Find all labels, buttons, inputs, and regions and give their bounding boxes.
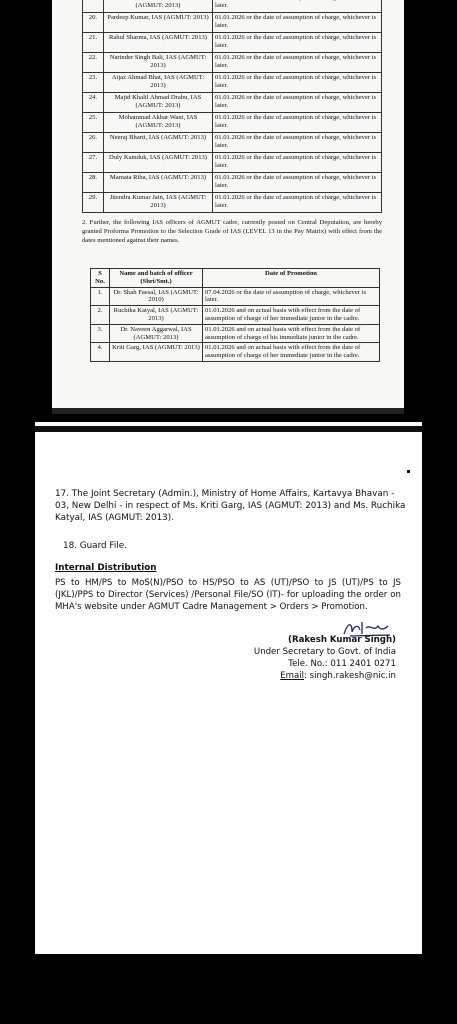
paragraph-2: 2. Further, the following IAS officers of AGMUT cadre, currently posted on Central Deputation, are hereby granted Proforma Promotion to the Selection Grade of IAS (LEVEL 13 in the Pay Matrix) with effect from the dates mentioned against their names. <box>82 219 382 244</box>
officer-row <box>83 93 382 113</box>
officer-row <box>83 113 382 133</box>
header-sno: S No. <box>91 269 110 288</box>
paragraph-18: 18. Guard File. <box>63 541 127 551</box>
scan-border <box>35 426 422 432</box>
promotion-date: 01.01.2026 and on actual basis with effect from the date of assumption of charge of her immediate junior in the cadre. <box>203 306 380 325</box>
officer-sno: 24. <box>83 93 104 113</box>
promotion-date: 07.04.2026 or the date of assumption of charge, whichever is later. <box>203 287 380 306</box>
promotion-table-header <box>91 269 380 288</box>
officer-date: 01.01.2026 or the date of assumption of charge, whichever is later. <box>213 33 382 53</box>
officer-row <box>83 173 382 193</box>
officer-date: 01.01.2026 or the date of assumption of charge, whichever is later. <box>213 53 382 73</box>
promotion-row <box>91 306 380 325</box>
officer-name: Mohammad Akbar Wani, IAS (AGMUT: 2013) <box>104 113 213 133</box>
officer-name: Duly Kamduk, IAS (AGMUT: 2013) <box>104 153 213 173</box>
officer-date: 01.01.2026 or the date of assumption of charge, whichever is later. <box>213 93 382 113</box>
signatory-name: (Rakesh Kumar Singh) <box>288 635 396 645</box>
officer-row <box>83 193 382 213</box>
promotion-sno: 1. <box>91 287 110 306</box>
officer-date: later. <box>213 0 382 13</box>
officer-table <box>82 0 382 213</box>
promotion-sno: 3. <box>91 324 110 343</box>
officer-row <box>83 73 382 93</box>
email-address: : singh.rakesh@nic.in <box>304 671 396 681</box>
officer-sno: 21. <box>83 33 104 53</box>
internal-distribution-heading: Internal Distribution <box>55 563 157 573</box>
officer-date: 01.01.2026 or the date of assumption of charge, whichever is later. <box>213 193 382 213</box>
promotion-name: Dr. Naveen Aggarwal, IAS (AGMUT: 2013) <box>110 324 203 343</box>
officer-row <box>83 153 382 173</box>
officer-name: Majid Khalil Ahmad Drabu, IAS (AGMUT: 2013) <box>104 93 213 113</box>
officer-sno <box>83 0 104 13</box>
promotion-name: Ruchika Katyal, IAS (AGMUT: 2013) <box>110 306 203 325</box>
officer-date: 01.01.2026 or the date of assumption of charge, whichever is later. <box>213 113 382 133</box>
header-name: Name and batch of officer (Shri/Smt.) <box>110 269 203 288</box>
page-edge <box>52 408 404 414</box>
officer-row <box>83 0 382 13</box>
officer-name: Narinder Singh Bali, IAS (AGMUT: 2013) <box>104 53 213 73</box>
officer-row <box>83 133 382 153</box>
officer-row <box>83 13 382 33</box>
officer-date: 01.01.2026 or the date of assumption of charge, whichever is later. <box>213 153 382 173</box>
promotion-sno: 2. <box>91 306 110 325</box>
officer-sno: 29. <box>83 193 104 213</box>
officer-sno: 25. <box>83 113 104 133</box>
document-page-1 <box>52 0 404 408</box>
promotion-date: 01.01.2026 and on actual basis with effect from the date of assumption of charge of her immediate junior in the cadre. <box>203 343 380 362</box>
officer-name: Jitendra Kumar Jain, IAS (AGMUT: 2013) <box>104 193 213 213</box>
scan-dot <box>407 470 410 473</box>
signatory-designation: Under Secretary to Govt. of India <box>253 647 396 657</box>
promotion-table <box>90 268 380 362</box>
internal-distribution-text: PS to HM/PS to MoS(N)/PSO to HS/PSO to AS (UT)/PSO to JS (UT)/PS to JS (JKL)/PPS to Director (Services) /Personal File/SO (IT)- for uploading the order on MHA's website under AGMUT Cadre Management > Orders > Promotion. <box>55 578 401 612</box>
officer-sno: 23. <box>83 73 104 93</box>
officer-row <box>83 53 382 73</box>
signatory-phone: Tele. No.: 011 2401 0271 <box>288 659 396 669</box>
officer-name: (AGMUT: 2013) <box>104 0 213 13</box>
signature-block <box>254 634 396 682</box>
promotion-name: Dr. Shah Faesal, IAS (AGMUT: 2010) <box>110 287 203 306</box>
promotion-name: Kriti Garg, IAS (AGMUT: 2013) <box>110 343 203 362</box>
promotion-date: 01.01.2026 and on actual basis with effect from the date of assumption of charge of his immediate junior in the cadre. <box>203 324 380 343</box>
promotion-row <box>91 324 380 343</box>
document-page-2 <box>35 422 422 954</box>
officer-sno: 20. <box>83 13 104 33</box>
officer-date: 01.01.2026 or the date of assumption of charge, whichever is later. <box>213 173 382 193</box>
officer-sno: 22. <box>83 53 104 73</box>
promotion-row <box>91 343 380 362</box>
officer-name: Rahul Sharma, IAS (AGMUT: 2013) <box>104 33 213 53</box>
email-label: Email <box>280 671 305 681</box>
officer-date: 01.01.2026 or the date of assumption of charge, whichever is later. <box>213 73 382 93</box>
officer-sno: 28. <box>83 173 104 193</box>
officer-name: Aijaz Ahmad Bhat, IAS (AGMUT: 2013) <box>104 73 213 93</box>
officer-date: 01.01.2026 or the date of assumption of charge, whichever is later. <box>213 133 382 153</box>
signatory-email-line <box>254 670 396 682</box>
officer-row <box>83 33 382 53</box>
officer-sno: 26. <box>83 133 104 153</box>
header-date: Date of Promotion <box>203 269 380 288</box>
promotion-row <box>91 287 380 306</box>
promotion-sno: 4. <box>91 343 110 362</box>
officer-date: 01.01.2026 or the date of assumption of charge, whichever is later. <box>213 13 382 33</box>
paragraph-17: 17. The Joint Secretary (Admin.), Ministry of Home Affairs, Kartavya Bhavan - 03, New Delhi - in respect of Ms. Kriti Garg, IAS (AGMUT: 2013) and Ms. Ruchika Katyal, IAS (AGMUT: 2013). <box>55 489 406 523</box>
officer-sno: 27. <box>83 153 104 173</box>
officer-name: Neeraj Bharti, IAS (AGMUT: 2013) <box>104 133 213 153</box>
officer-name: Pardeep Kumar, IAS (AGMUT: 2013) <box>104 13 213 33</box>
officer-name: Mamata Riba, IAS (AGMUT: 2013) <box>104 173 213 193</box>
